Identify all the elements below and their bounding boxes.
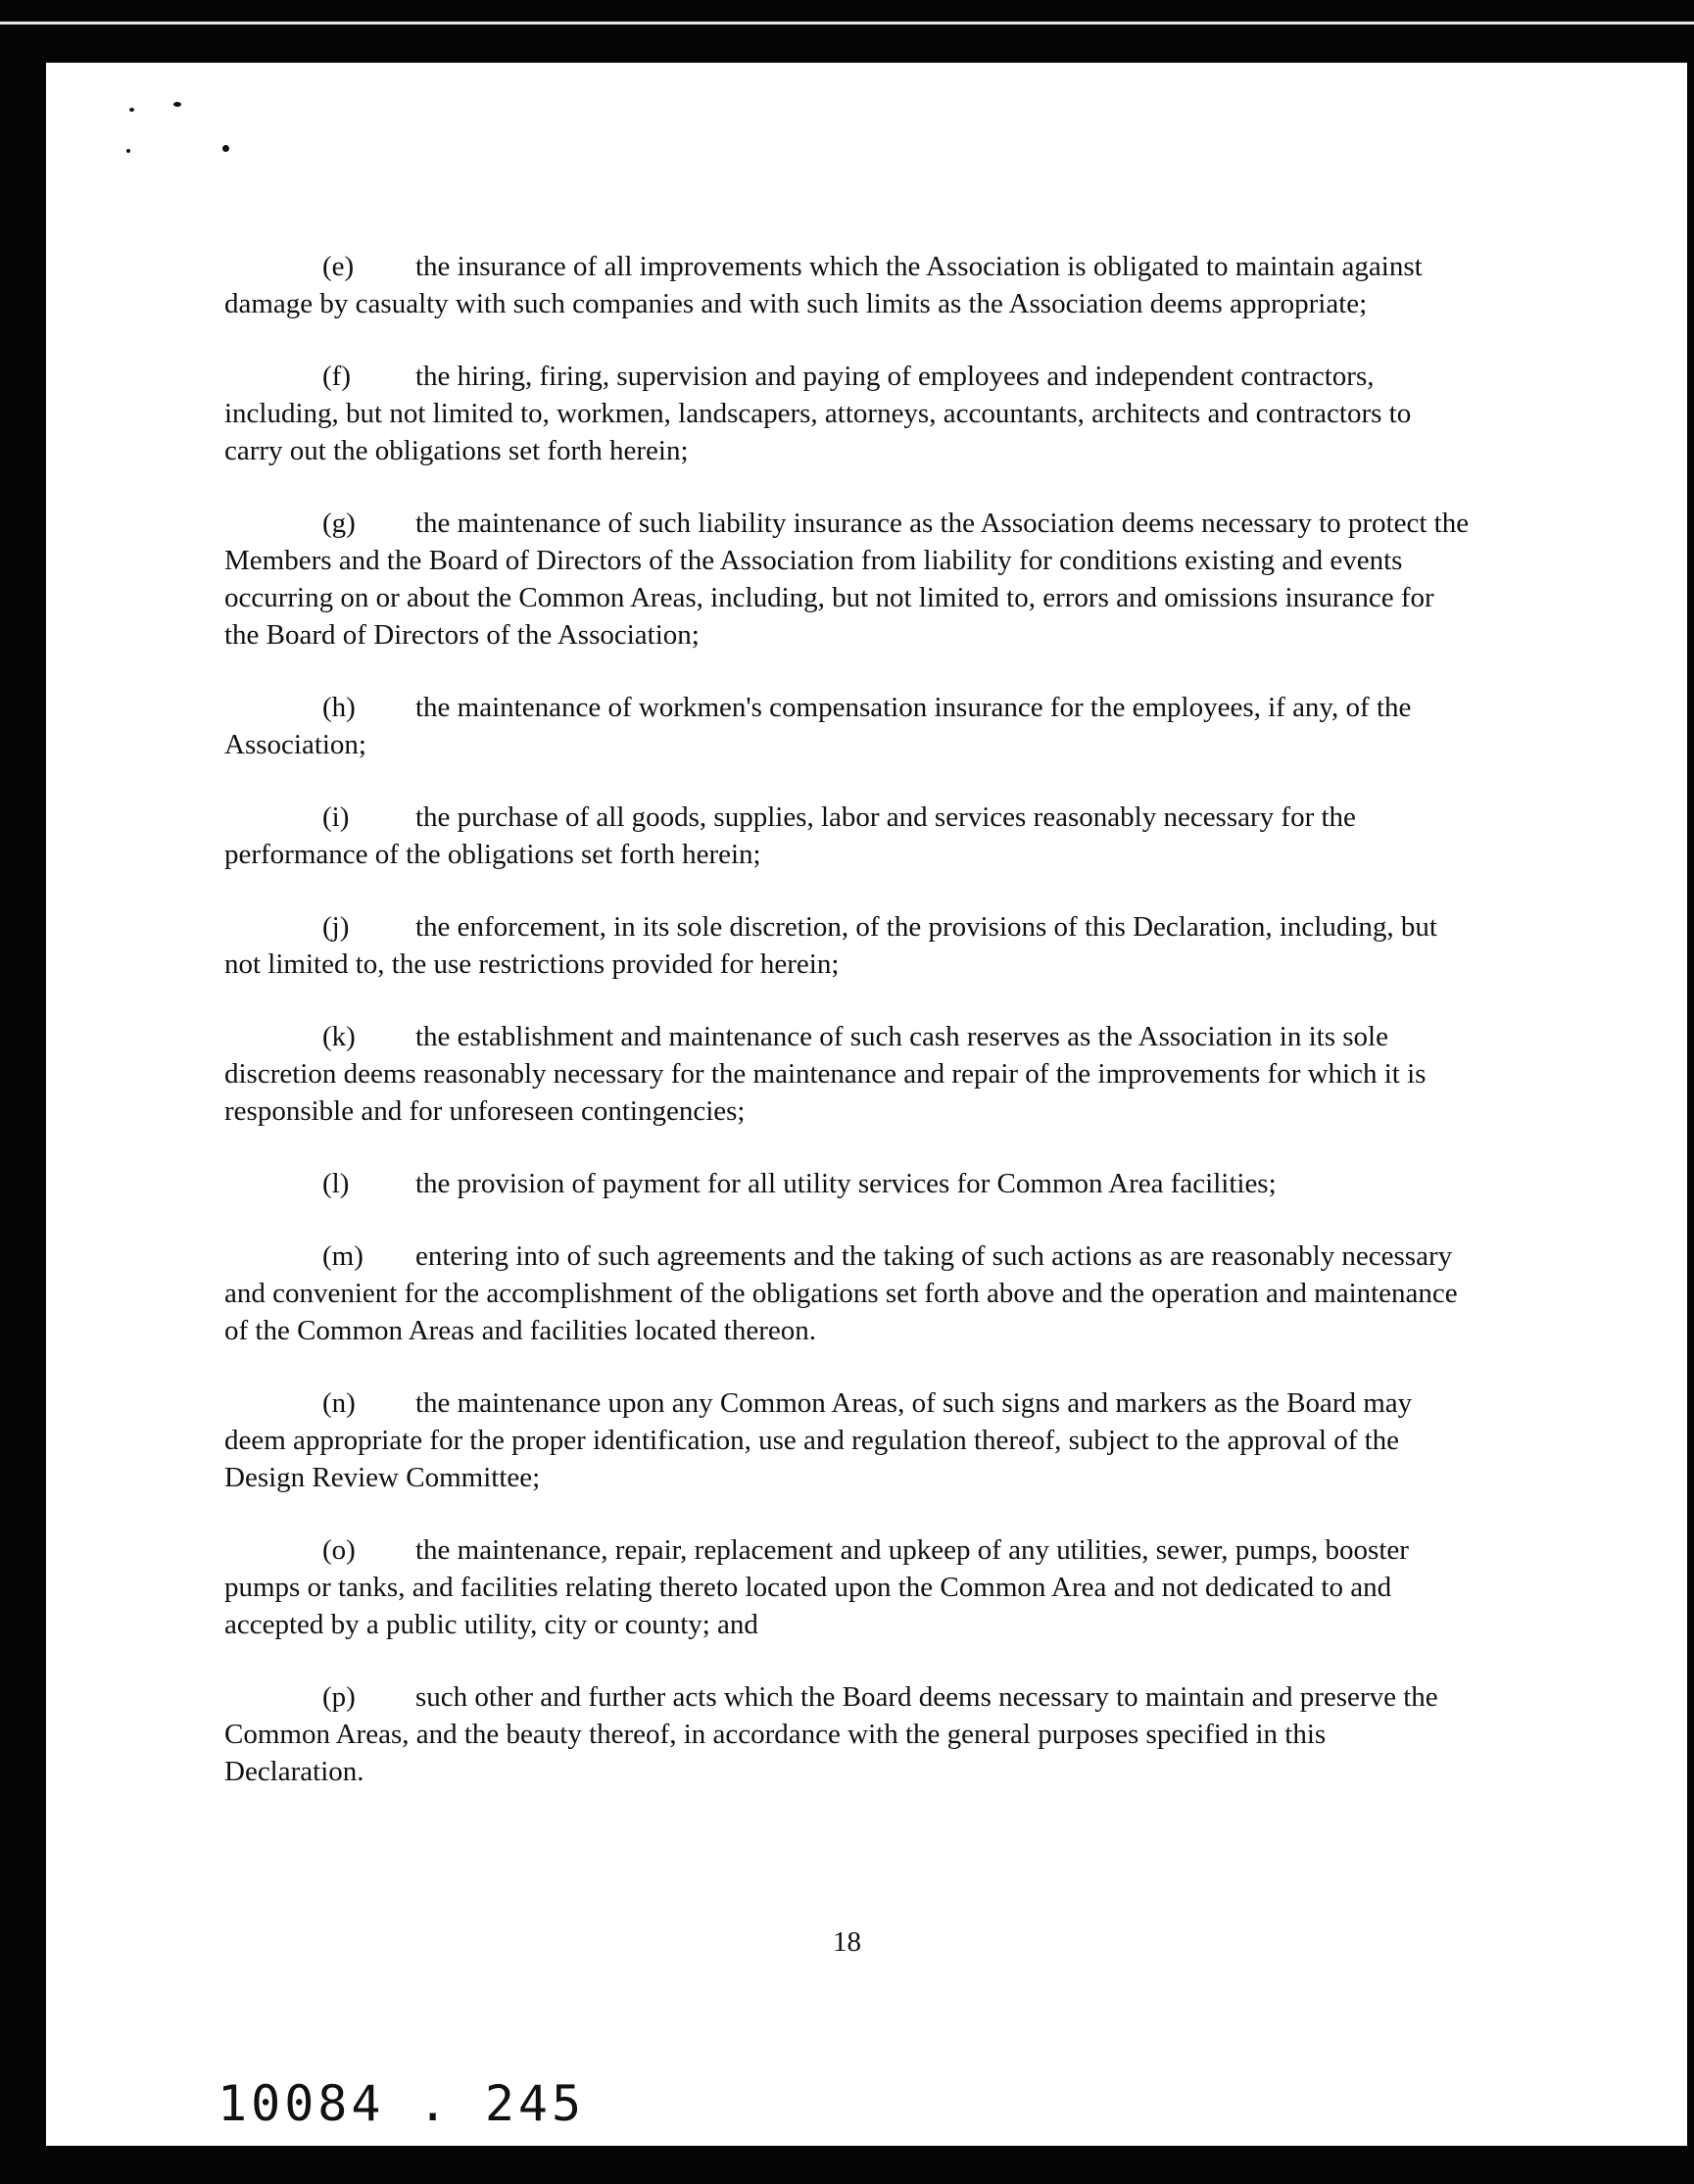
paragraph-item (224, 358, 1471, 469)
paragraph-label: (e) (322, 251, 355, 282)
scan-edge-line (0, 22, 1694, 24)
paragraph-text: the maintenance of such liability insurance as the Association deems necessary to protect the Members and the Board of Directors of the Association from liability for conditions existing and events occurring on or about the Common Areas, including, but not limited to, errors and omissions insurance for the Board of Directors of the Association; (224, 508, 1470, 651)
paragraph-label: (l) (322, 1168, 350, 1199)
paragraph-text: the provision of payment for all utility services for Common Area facilities; (415, 1168, 1277, 1199)
paragraph-item (224, 689, 1471, 763)
paragraph-item (224, 799, 1471, 873)
scan-speck (129, 108, 134, 112)
paragraph-text: the insurance of all improvements which the Association is obligated to maintain against damage by casualty with such companies and with such limits as the Association deems appropriate; (224, 251, 1423, 319)
paragraph-item (224, 1531, 1471, 1643)
paragraph-item (224, 1238, 1471, 1349)
paragraph-text: the maintenance, repair, replacement and upkeep of any utilities, sewer, pumps, booster pumps or tanks, and facilities relating thereto located upon the Common Area and not dedicated to and accepted by a public utility, city or county; and (224, 1534, 1409, 1640)
paragraph-item (224, 1678, 1471, 1790)
paragraph-label: (o) (322, 1534, 356, 1566)
paragraph-label: (g) (322, 508, 356, 539)
scan-speck (126, 149, 130, 153)
paragraph-text: the maintenance upon any Common Areas, of such signs and markers as the Board may deem appropriate for the proper identification, use and regulation thereof, subject to the approval of the Design Review Committee; (224, 1387, 1413, 1493)
scan-speck (173, 102, 181, 107)
paragraph-item (224, 505, 1471, 654)
paragraph-label: (n) (322, 1387, 356, 1419)
scan-speck (222, 145, 229, 152)
paragraph-text: the establishment and maintenance of such cash reserves as the Association in its sole discretion deems reasonably necessary for the maintenance and repair of the improvements for which it is responsible and for unforeseen contingencies; (224, 1021, 1427, 1127)
paragraph-item (224, 1384, 1471, 1496)
paragraph-text: entering into of such agreements and the taking of such actions as are reasonably necessary and convenient for the accomplishment of the obligations set forth above and the operation and maintenance of the Common Areas and facilities located thereon. (224, 1240, 1458, 1346)
paragraph-item (224, 248, 1471, 322)
paragraph-text: the maintenance of workmen's compensation insurance for the employees, if any, of the Association; (224, 692, 1412, 760)
paragraph-label: (i) (322, 801, 350, 833)
paragraph-text: such other and further acts which the Board deems necessary to maintain and preserve the Common Areas, and the beauty thereof, in accordance with the general purposes specified in this Declaration. (224, 1681, 1438, 1787)
paragraph-item (224, 1018, 1471, 1130)
page-number: 18 (833, 1926, 861, 1958)
paragraph-text: the hiring, firing, supervision and paying of employees and independent contractors, including, but not limited to, workmen, landscapers, attorneys, accountants, architects and contractors to carry out the obligations set forth herein; (224, 361, 1412, 466)
paragraph-item (224, 908, 1471, 983)
paragraph-label: (f) (322, 361, 351, 392)
paragraph-label: (j) (322, 911, 350, 943)
paragraph-item (224, 1165, 1471, 1202)
paragraph-text: the purchase of all goods, supplies, labor and services reasonably necessary for the performance of the obligations set forth herein; (224, 801, 1356, 870)
paragraph-label: (p) (322, 1681, 356, 1713)
document-code: 10084 . 245 (218, 2075, 586, 2132)
paragraph-list (224, 248, 1471, 1825)
paragraph-label: (k) (322, 1021, 356, 1052)
paragraph-text: the enforcement, in its sole discretion, of the provisions of this Declaration, including, but not limited to, the use restrictions provided for herein; (224, 911, 1437, 980)
paragraph-label: (m) (322, 1240, 363, 1272)
paragraph-label: (h) (322, 692, 356, 723)
